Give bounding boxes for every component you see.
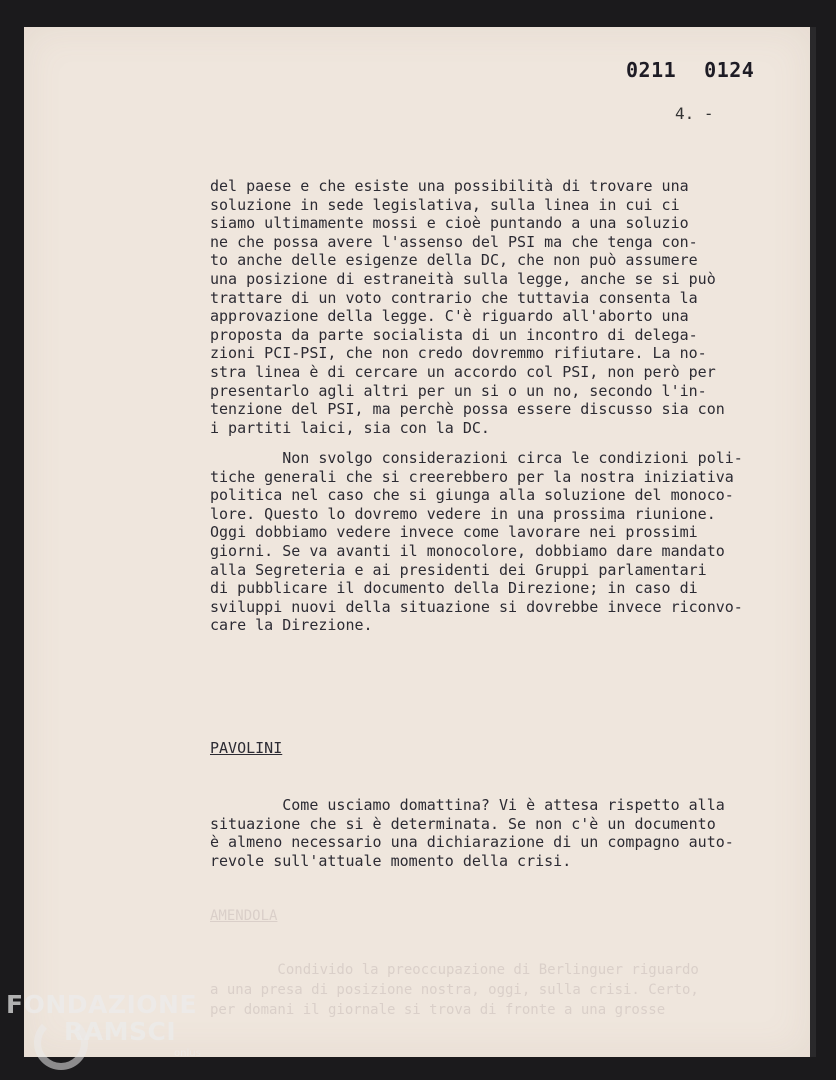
page-number: 4. - [675, 104, 714, 123]
archive-number-second: 0124 [704, 58, 755, 82]
watermark-suffix: onlus [174, 1048, 201, 1059]
speaker-heading: PAVOLINI [210, 739, 283, 757]
typed-paragraph-1: del paese e che esiste una possibilità di trovare una soluzione in sede legislativa, sulla linea in cui ci siamo ultimamente mossi e cioè puntando a una soluzio ne che possa avere l'assenso del PSI ma che tenga con- to anche delle esigenze della DC, che non può assumere una posizione di estraneità sulla legge, anche se si può trattare di un voto contrario che tuttavia consenta la approvazione della legge. C'è riguardo all'aborto una proposta da parte socialista di un incontro di delega- zioni PCI-PSI, che non credo dovremmo rifiutare. La no- stra linea è di cercare un accordo col PSI, non però per presentarlo agli altri per un si o un no, secondo l'in- tenzione del PSI, ma perchè possa essere discusso sia con i partiti laici, sia con la DC. [210, 177, 725, 437]
bleed-through-text: Condivido la preoccupazione di Berlinguer riguardo a una presa di posizione nostra, oggi, sulla crisi. Certo, per domani il giornale si trova di fronte a una grosse [210, 962, 699, 1018]
archive-number-stamp [626, 58, 754, 82]
watermark-logo [6, 990, 201, 1059]
typed-paragraph-3: Come usciamo domattina? Vi è attesa rispetto alla situazione che si è determinata. Se non c'è un documento è almeno necessario una dichiarazione di un compagno auto- revole sull'attuale momento della crisi. [210, 796, 734, 870]
page-edge-shadow [810, 27, 816, 1057]
watermark-line-2: RAMSCI [64, 1017, 177, 1046]
typed-paragraph-2: Non svolgo considerazioni circa le condizioni poli- tiche generali che si creerebbero per la nostra iniziativa politica nel caso che si giunga alla soluzione del monoco- lore. Questo lo dovremo vedere in una prossima riunione. Oggi dobbiamo vedere invece come lavorare nei prossimi giorni. Se va avanti il monocolore, dobbiamo dare mandato alla Segreteria e ai presidenti dei Gruppi parlamentari di pubblicare il documento della Direzione; in caso di sviluppi nuovi della situazione si dovrebbe invece riconvo- care la Direzione. [210, 449, 743, 635]
bleed-through-heading: AMENDOLA [210, 908, 278, 924]
archive-number-first: 0211 [626, 58, 677, 82]
watermark-line-1: FONDAZIONE [6, 990, 198, 1019]
